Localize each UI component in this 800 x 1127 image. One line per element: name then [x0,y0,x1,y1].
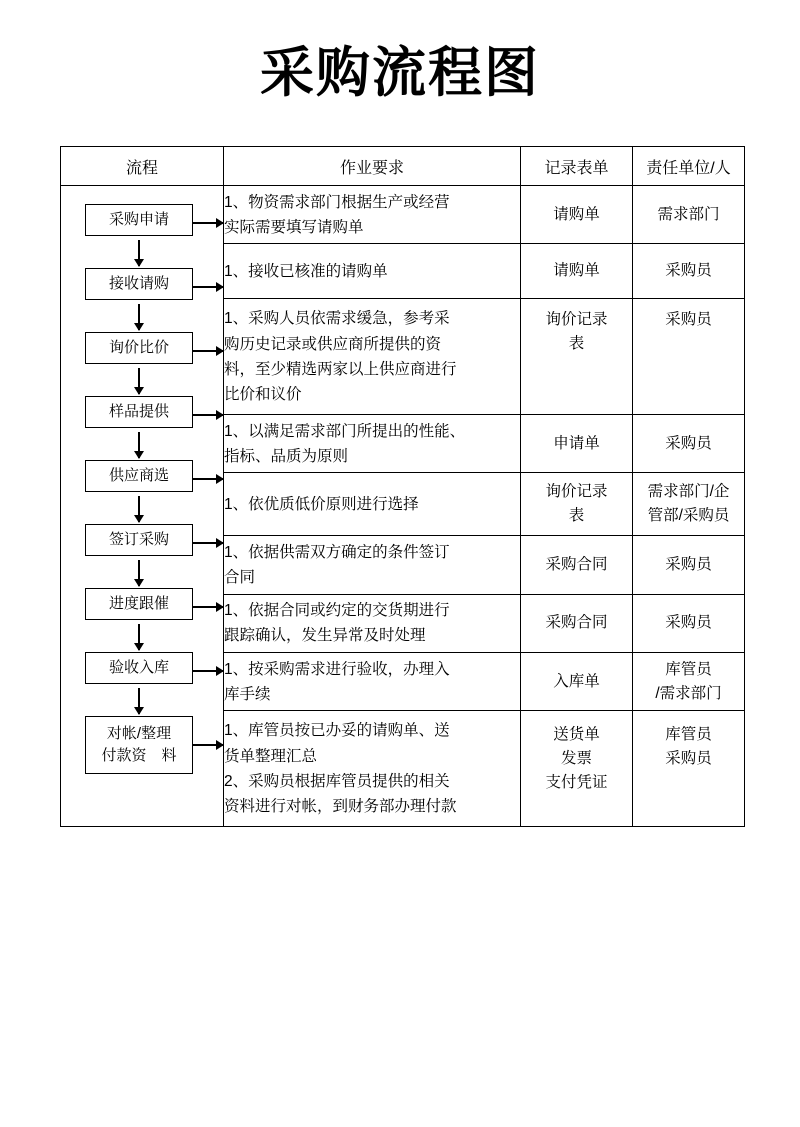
responsible-cell: 采购员 [633,536,745,594]
table-row [61,186,745,244]
responsible-cell: 需求部门 [633,186,745,244]
flow-arrow-1 [138,240,140,266]
record-cell: 询价记录 表 [521,473,633,536]
flow-arrow-6 [138,560,140,586]
flow-node-label: 供应商选 [108,467,169,484]
flow-arrow-3 [138,368,140,394]
requirement-cell: 1、依优质低价原则进行选择 [224,473,521,536]
flow-arrow-7 [138,624,140,650]
flow-node-label: 采购申请 [108,211,169,228]
flow-node-label: 验收入库 [108,659,169,676]
requirement-cell: 1、采购人员依需求缓急，参考采 购历史记录或供应商所提供的资 料，至少精选两家以上供应商进行 比价和议价 [224,299,521,415]
flow-node-label: 签订采购 [108,531,169,548]
flow-diagram-cell [61,186,224,827]
record-cell: 采购合同 [521,594,633,652]
record-cell: 送货单 发票 支付凭证 [521,711,633,827]
column-header-record: 记录表单 [521,147,633,186]
record-cell: 入库单 [521,653,633,711]
flow-node-label: 对帐/整理 [106,725,172,742]
requirement-cell: 1、按采购需求进行验收，办理入 库手续 [224,653,521,711]
flow-connector-4 [193,414,223,416]
flow-connector-6 [193,542,223,544]
column-header-requirement: 作业要求 [224,147,521,186]
flow-connector-7 [193,606,223,608]
process-table [60,146,745,827]
record-cell: 请购单 [521,244,633,299]
flow-node-sample-supply[interactable] [85,396,193,428]
responsible-cell: 采购员 [633,414,745,472]
flow-arrow-2 [138,304,140,330]
flow-node-reconcile-payment[interactable] [85,716,193,774]
table-header-row [61,147,745,186]
record-cell: 采购合同 [521,536,633,594]
responsible-cell: 采购员 [633,594,745,652]
flow-node-label: 进度跟催 [108,595,169,612]
requirement-cell: 1、库管员按已办妥的请购单、送 货单整理汇总 2、采购员根据库管员提供的相关 资料进行对帐，到财务部办理付款 [224,711,521,827]
responsible-cell: 采购员 [633,244,745,299]
flow-arrow-5 [138,496,140,522]
record-cell: 申请单 [521,414,633,472]
requirement-cell: 1、物资需求部门根据生产或经营 实际需要填写请购单 [224,186,521,244]
flow-node-purchase-request[interactable] [85,204,193,236]
process-table-wrapper [60,146,744,827]
requirement-cell: 1、依据合同或约定的交货期进行 跟踪确认，发生异常及时处理 [224,594,521,652]
flow-node-label: 接收请购 [108,275,169,292]
requirement-cell: 1、以满足需求部门所提出的性能、 指标、品质为原则 [224,414,521,472]
flow-connector-2 [193,286,223,288]
record-cell: 请购单 [521,186,633,244]
flow-diagram [61,186,223,826]
flow-connector-3 [193,350,223,352]
column-header-flow: 流程 [61,147,224,186]
flow-connector-8 [193,670,223,672]
requirement-cell: 1、依据供需双方确定的条件签订 合同 [224,536,521,594]
responsible-cell: 库管员 采购员 [633,711,745,827]
flow-node-supplier-selection[interactable] [85,460,193,492]
flow-node-label: 询价比价 [108,339,169,356]
record-cell: 询价记录 表 [521,299,633,415]
responsible-cell: 库管员 /需求部门 [633,653,745,711]
requirement-cell: 1、接收已核准的请购单 [224,244,521,299]
flow-node-sign-contract[interactable] [85,524,193,556]
column-header-responsible: 责任单位/人 [633,147,745,186]
flow-connector-9 [193,744,223,746]
flow-connector-1 [193,222,223,224]
flow-node-progress-tracking[interactable] [85,588,193,620]
flow-arrow-8 [138,688,140,714]
responsible-cell: 采购员 [633,299,745,415]
flow-node-inspection-storage[interactable] [85,652,193,684]
page-title: 采购流程图 [260,43,540,103]
flow-connector-5 [193,478,223,480]
flow-node-label: 付款资 料 [101,746,177,764]
responsible-cell: 需求部门/企 管部/采购员 [633,473,745,536]
flow-node-price-inquiry[interactable] [85,332,193,364]
flow-node-label: 样品提供 [108,403,169,420]
flow-arrow-4 [138,432,140,458]
flow-node-receive-request[interactable] [85,268,193,300]
